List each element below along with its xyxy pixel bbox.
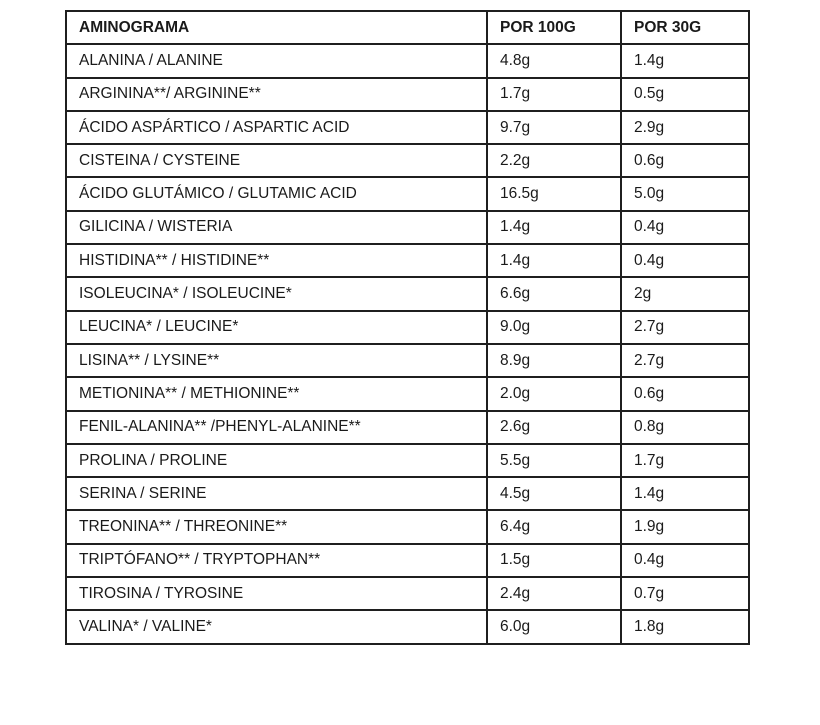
- value-per-30g: 0.4g: [621, 211, 749, 244]
- value-per-100g: 4.8g: [487, 44, 621, 77]
- amino-acid-name: VALINA* / VALINE*: [66, 610, 487, 643]
- value-per-30g: 1.9g: [621, 510, 749, 543]
- amino-acid-name: TRIPTÓFANO** / TRYPTOPHAN**: [66, 544, 487, 577]
- value-per-30g: 0.7g: [621, 577, 749, 610]
- amino-acid-name: ÁCIDO ASPÁRTICO / ASPARTIC ACID: [66, 111, 487, 144]
- value-per-100g: 1.4g: [487, 211, 621, 244]
- value-per-30g: 2.7g: [621, 311, 749, 344]
- table-row: [66, 311, 749, 344]
- value-per-30g: 1.8g: [621, 610, 749, 643]
- value-per-30g: 0.8g: [621, 411, 749, 444]
- value-per-100g: 1.4g: [487, 244, 621, 277]
- amino-acid-name: LISINA** / LYSINE**: [66, 344, 487, 377]
- value-per-100g: 6.6g: [487, 277, 621, 310]
- value-per-30g: 2.9g: [621, 111, 749, 144]
- table-row: [66, 244, 749, 277]
- value-per-30g: 2g: [621, 277, 749, 310]
- amino-acid-name: ÁCIDO GLUTÁMICO / GLUTAMIC ACID: [66, 177, 487, 210]
- amino-acid-name: LEUCINA* / LEUCINE*: [66, 311, 487, 344]
- value-per-30g: 1.7g: [621, 444, 749, 477]
- table-row: [66, 477, 749, 510]
- header-aminogram: AMINOGRAMA: [66, 11, 487, 44]
- table-row: [66, 111, 749, 144]
- table-row: [66, 444, 749, 477]
- value-per-100g: 5.5g: [487, 444, 621, 477]
- value-per-100g: 16.5g: [487, 177, 621, 210]
- header-per-30g: POR 30G: [621, 11, 749, 44]
- value-per-30g: 0.4g: [621, 244, 749, 277]
- table-row: [66, 344, 749, 377]
- value-per-100g: 2.6g: [487, 411, 621, 444]
- table-row: [66, 510, 749, 543]
- header-per-100g: POR 100G: [487, 11, 621, 44]
- table-row: [66, 377, 749, 410]
- amino-acid-name: ALANINA / ALANINE: [66, 44, 487, 77]
- table-row: [66, 211, 749, 244]
- value-per-30g: 0.6g: [621, 377, 749, 410]
- table-row: [66, 177, 749, 210]
- value-per-30g: 0.6g: [621, 144, 749, 177]
- amino-acid-name: METIONINA** / METHIONINE**: [66, 377, 487, 410]
- amino-acid-name: TREONINA** / THREONINE**: [66, 510, 487, 543]
- amino-acid-name: PROLINA / PROLINE: [66, 444, 487, 477]
- value-per-30g: 0.5g: [621, 78, 749, 111]
- value-per-100g: 1.5g: [487, 544, 621, 577]
- amino-acid-name: HISTIDINA** / HISTIDINE**: [66, 244, 487, 277]
- value-per-100g: 1.7g: [487, 78, 621, 111]
- amino-acid-name: ISOLEUCINA* / ISOLEUCINE*: [66, 277, 487, 310]
- value-per-100g: 9.0g: [487, 311, 621, 344]
- value-per-100g: 6.4g: [487, 510, 621, 543]
- value-per-100g: 9.7g: [487, 111, 621, 144]
- amino-acid-name: GILICINA / WISTERIA: [66, 211, 487, 244]
- aminogram-table: [65, 10, 750, 645]
- amino-acid-name: TIROSINA / TYROSINE: [66, 577, 487, 610]
- value-per-30g: 1.4g: [621, 477, 749, 510]
- table-row: [66, 78, 749, 111]
- value-per-30g: 5.0g: [621, 177, 749, 210]
- table-row: [66, 144, 749, 177]
- value-per-30g: 2.7g: [621, 344, 749, 377]
- header-row: [66, 11, 749, 44]
- table-row: [66, 277, 749, 310]
- table-row: [66, 411, 749, 444]
- table-row: [66, 44, 749, 77]
- amino-acid-name: CISTEINA / CYSTEINE: [66, 144, 487, 177]
- value-per-100g: 4.5g: [487, 477, 621, 510]
- table-row: [66, 544, 749, 577]
- value-per-100g: 2.4g: [487, 577, 621, 610]
- table-row: [66, 610, 749, 643]
- value-per-100g: 6.0g: [487, 610, 621, 643]
- amino-acid-name: FENIL-ALANINA** /PHENYL-ALANINE**: [66, 411, 487, 444]
- value-per-100g: 2.0g: [487, 377, 621, 410]
- value-per-100g: 8.9g: [487, 344, 621, 377]
- table-row: [66, 577, 749, 610]
- amino-acid-name: SERINA / SERINE: [66, 477, 487, 510]
- value-per-100g: 2.2g: [487, 144, 621, 177]
- value-per-30g: 1.4g: [621, 44, 749, 77]
- value-per-30g: 0.4g: [621, 544, 749, 577]
- amino-acid-name: ARGININA**/ ARGININE**: [66, 78, 487, 111]
